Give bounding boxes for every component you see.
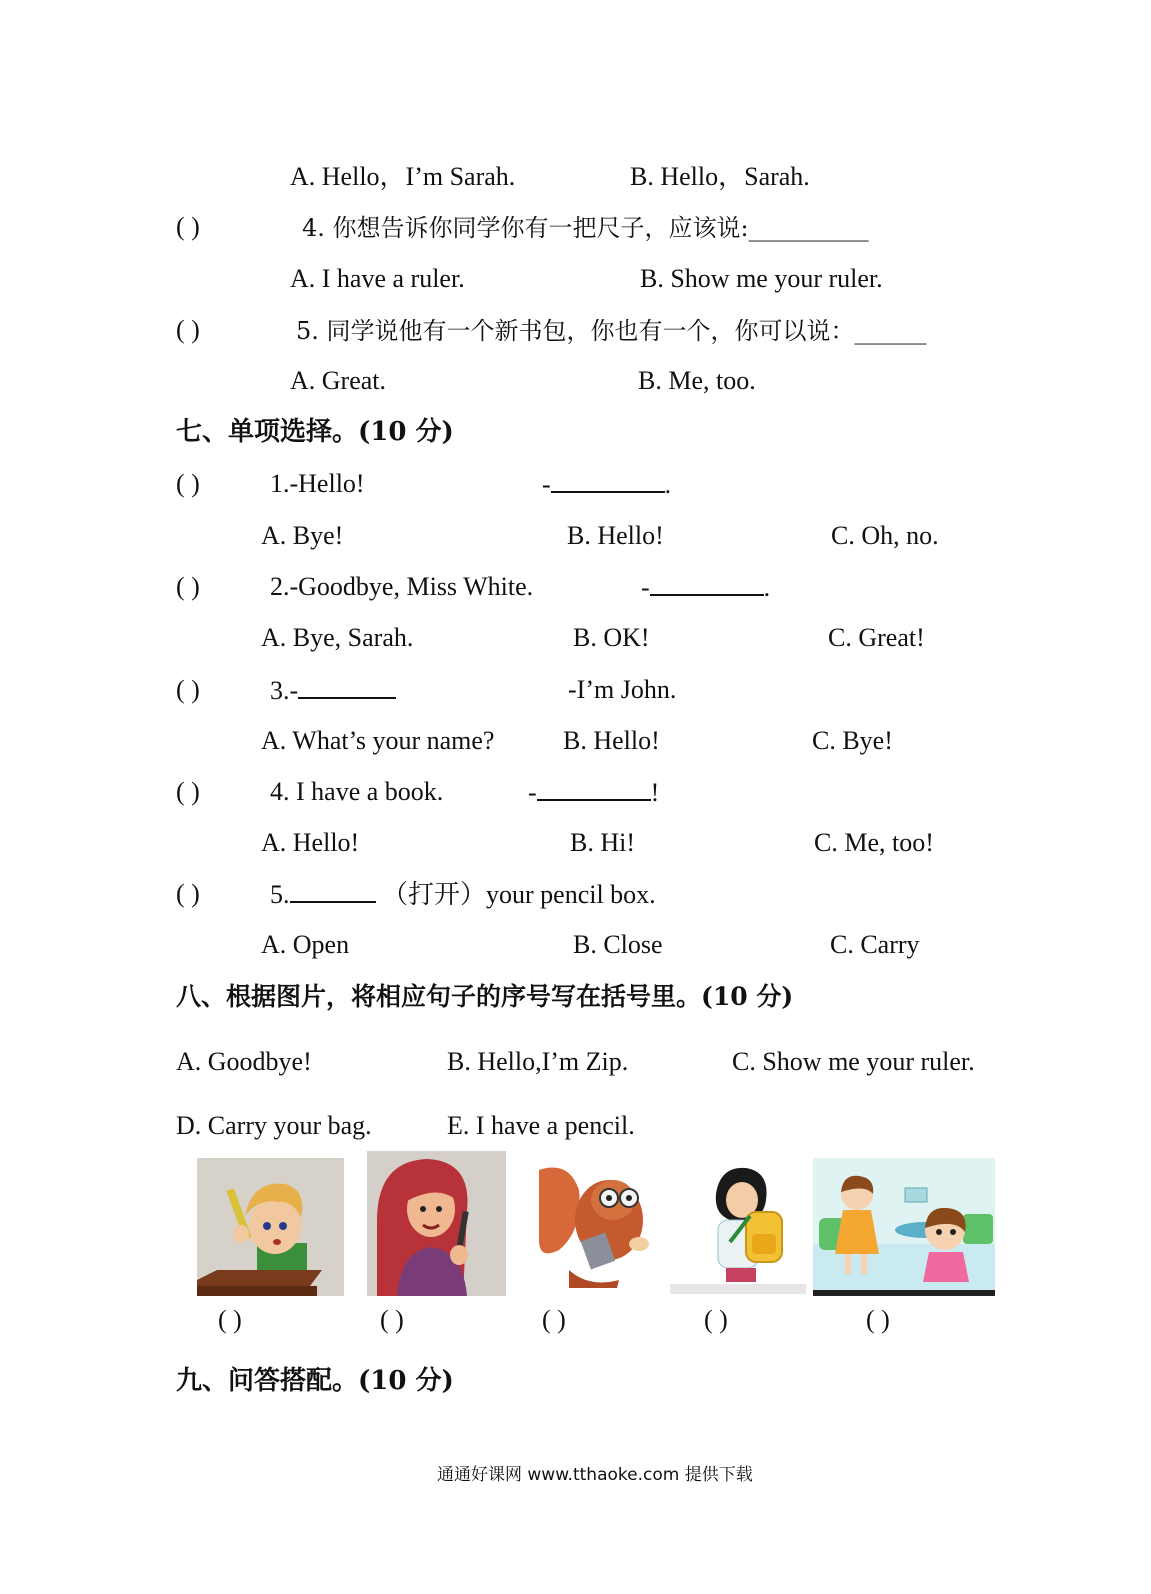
s7-q5-stem: 5.: [270, 880, 290, 909]
s7-q1-reply-dash: -: [542, 470, 551, 499]
s7-q2-reply-dash: -: [641, 573, 650, 602]
s8-option-d: D. Carry your bag.: [176, 1111, 372, 1140]
s7-q4-reply-end: !: [650, 778, 660, 807]
s7-q3-option-c: C. Bye!: [812, 726, 893, 755]
s7-q5-option-c: C. Carry: [830, 930, 920, 959]
s7-q4-option-a: A. Hello!: [261, 828, 360, 857]
s7-q2-blank[interactable]: [650, 572, 764, 596]
s7-q1-stem: 1.-Hello!: [270, 469, 365, 498]
s8-picture-3-paren[interactable]: ( ): [542, 1305, 566, 1334]
s7-q3-option-a: A. What’s your name?: [261, 726, 495, 755]
q4-option-b: B. Show me your ruler.: [640, 264, 883, 293]
s7-q4-paren[interactable]: ( ): [176, 777, 200, 806]
girl-holding-pencil-picture: [367, 1151, 506, 1296]
s7-q3-stem-wrap: [270, 675, 396, 706]
s8-option-a: A. Goodbye!: [176, 1047, 312, 1076]
s7-q5-option-b: B. Close: [573, 930, 663, 959]
s8-picture-2-paren[interactable]: ( ): [380, 1305, 404, 1334]
s7-q4-stem: 4. I have a book.: [270, 777, 444, 806]
s7-q4-blank[interactable]: [537, 777, 651, 801]
q4-question: 4. 你想告诉你同学你有一把尺子，应该说:__________: [302, 214, 869, 242]
s8-picture-5-paren[interactable]: ( ): [866, 1305, 890, 1334]
s8-picture-1-paren[interactable]: ( ): [218, 1305, 242, 1334]
s7-q1-blank[interactable]: [551, 469, 665, 493]
section-9-title: 九、问答搭配。(10 分): [176, 1366, 454, 1396]
s7-q2-option-c: C. Great!: [828, 623, 925, 652]
s7-q5-paren[interactable]: ( ): [176, 879, 200, 908]
s7-q2-reply: [641, 572, 770, 603]
s8-picture-4-paren[interactable]: ( ): [704, 1305, 728, 1334]
s7-q1-reply: [542, 469, 671, 500]
q5-option-a: A. Great.: [290, 366, 387, 395]
s7-q4-option-b: B. Hi!: [570, 828, 635, 857]
s7-q5-option-a: A. Open: [261, 930, 350, 959]
s8-option-e: E. I have a pencil.: [447, 1111, 635, 1140]
boy-holding-ruler-picture: [197, 1158, 344, 1296]
s7-q1-option-b: B. Hello!: [567, 521, 664, 550]
s7-q1-reply-end: .: [664, 470, 672, 499]
s7-q5-stem-wrap: [270, 879, 656, 910]
section-8-title: 八、根据图片，将相应句子的序号写在括号里。(10 分): [176, 982, 794, 1011]
s7-q3-reply: -I’m John.: [568, 675, 677, 704]
s7-q3-stem: 3.-: [270, 676, 299, 705]
q3-option-a: A. Hello，I’m Sarah.: [290, 162, 516, 191]
s7-q4-option-c: C. Me, too!: [814, 828, 934, 857]
s8-option-b: B. Hello,I’m Zip.: [447, 1047, 629, 1076]
s7-q1-option-a: A. Bye!: [261, 521, 344, 550]
q5-answer-paren[interactable]: ( ): [176, 315, 200, 344]
s7-q4-reply-dash: -: [528, 778, 537, 807]
s7-q5-blank[interactable]: [290, 879, 376, 903]
s7-q2-option-b: B. OK!: [573, 623, 650, 652]
s7-q5-stem-rest: （打开）your pencil box.: [375, 880, 656, 909]
s7-q3-option-b: B. Hello!: [563, 726, 660, 755]
q4-answer-paren[interactable]: ( ): [176, 212, 200, 241]
two-girls-waving-picture: [813, 1158, 995, 1296]
s7-q3-paren[interactable]: ( ): [176, 675, 200, 704]
s7-q1-option-c: C. Oh, no.: [831, 521, 939, 550]
s7-q4-reply: [528, 777, 659, 808]
s8-option-c: C. Show me your ruler.: [732, 1047, 975, 1076]
section-7-title: 七、单项选择。(10 分): [176, 417, 454, 447]
s7-q2-paren[interactable]: ( ): [176, 572, 200, 601]
s7-q2-stem: 2.-Goodbye, Miss White.: [270, 572, 534, 601]
footer-source: 通通好课网 www.tthaoke.com 提供下载: [437, 1465, 753, 1485]
s7-q2-option-a: A. Bye, Sarah.: [261, 623, 414, 652]
girl-with-backpack-picture: [670, 1164, 806, 1294]
q3-option-b: B. Hello，Sarah.: [630, 162, 810, 191]
s7-q3-blank[interactable]: [298, 675, 396, 699]
q5-question: 5. 同学说他有一个新书包，你也有一个，你可以说：______: [296, 317, 927, 345]
squirrel-zip-picture: [539, 1160, 657, 1288]
q5-option-b: B. Me, too.: [638, 366, 756, 395]
s7-q2-reply-end: .: [763, 573, 771, 602]
s7-q1-paren[interactable]: ( ): [176, 469, 200, 498]
q4-option-a: A. I have a ruler.: [290, 264, 465, 293]
